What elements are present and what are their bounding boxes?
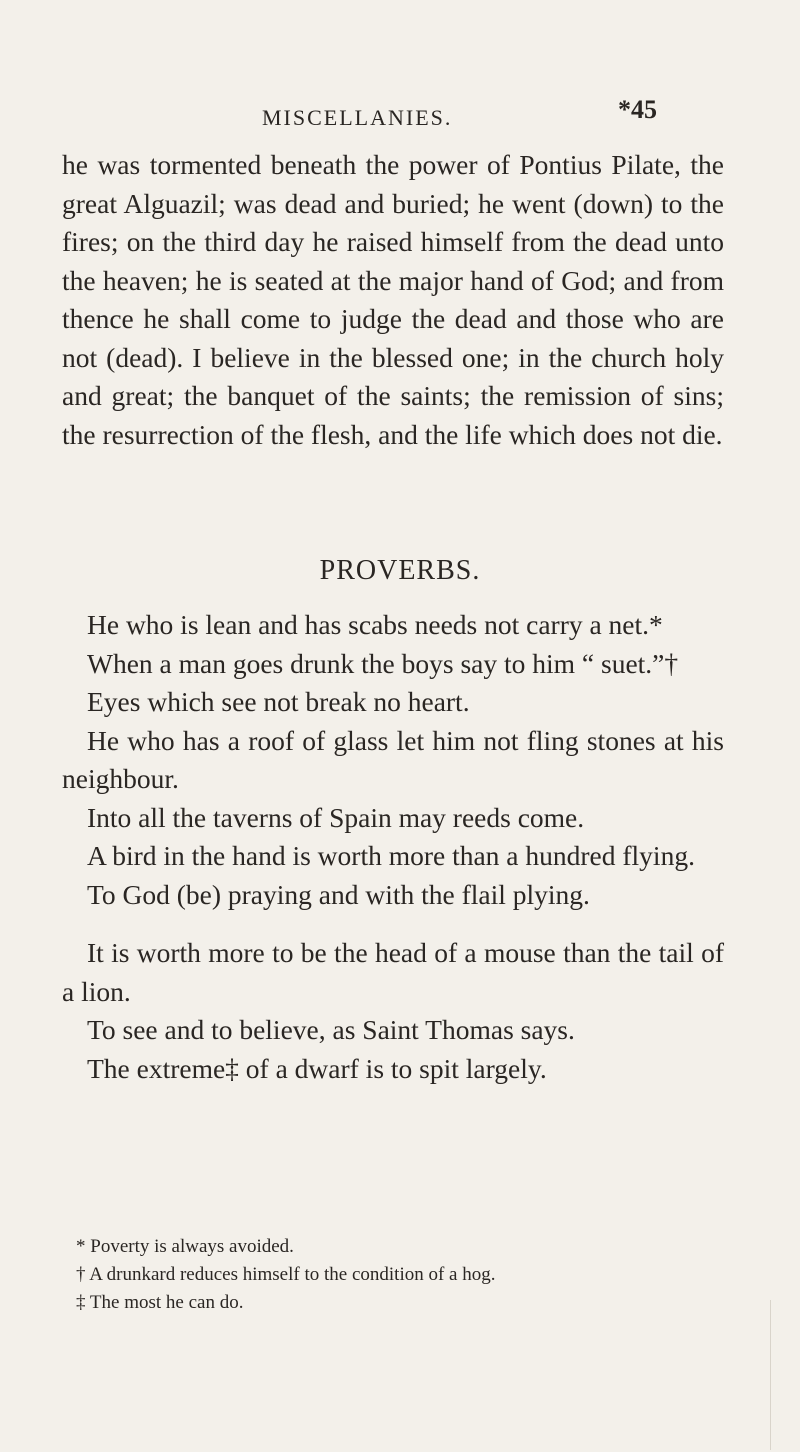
proverb: A bird in the hand is worth more than a hundred flying. — [87, 840, 695, 871]
proverb: When a man goes drunk the boys say to him “ suet.”† — [87, 647, 679, 679]
proverb: Eyes which see not break no heart. — [87, 686, 470, 717]
proverbs-list — [62, 606, 724, 1088]
section-heading: PROVERBS. — [319, 555, 481, 586]
proverb: To God (be) praying and with the flail plying. — [87, 878, 590, 910]
proverb: The extreme‡ of a dwarf is to spit largely. — [87, 1052, 547, 1084]
running-head — [0, 95, 800, 135]
page-number: *45 — [618, 95, 657, 124]
footnotes — [62, 1233, 742, 1317]
proverb: He who is lean and has scabs needs not carry a net.* — [87, 609, 663, 640]
scan-mark — [770, 1300, 771, 1450]
running-title: MISCELLANIES. — [262, 105, 453, 130]
opening-paragraph: he was tormented beneath the power of Pontius Pilate, the great Alguazil; was dead and buried; he went (down) to the fires; on the third day he raised himself from the dead unto the heaven; he is seated at the major hand of God; and from thence he shall come to judge the dead and those who are not (dead). I believe in the blessed one; in the church holy and great; the banquet of the saints; the remission of sins; the resurrection of the flesh, and the life which does not die. — [62, 149, 724, 450]
proverb: Into all the taverns of Spain may reeds come. — [87, 801, 585, 833]
proverb: It is worth more to be the head of a mouse than the tail of a lion. — [62, 937, 724, 1007]
footnote: † A drunkard reduces himself to the condition of a hog. — [76, 1264, 496, 1285]
proverb: He who has a roof of glass let him not fling stones at his neighbour. — [62, 724, 724, 794]
opening-paragraph-block — [62, 146, 724, 454]
footnote: ‡ The most he can do. — [76, 1292, 244, 1313]
proverb: To see and to believe, as Saint Thomas says. — [87, 1014, 575, 1045]
footnote: * Poverty is always avoided. — [76, 1236, 294, 1257]
